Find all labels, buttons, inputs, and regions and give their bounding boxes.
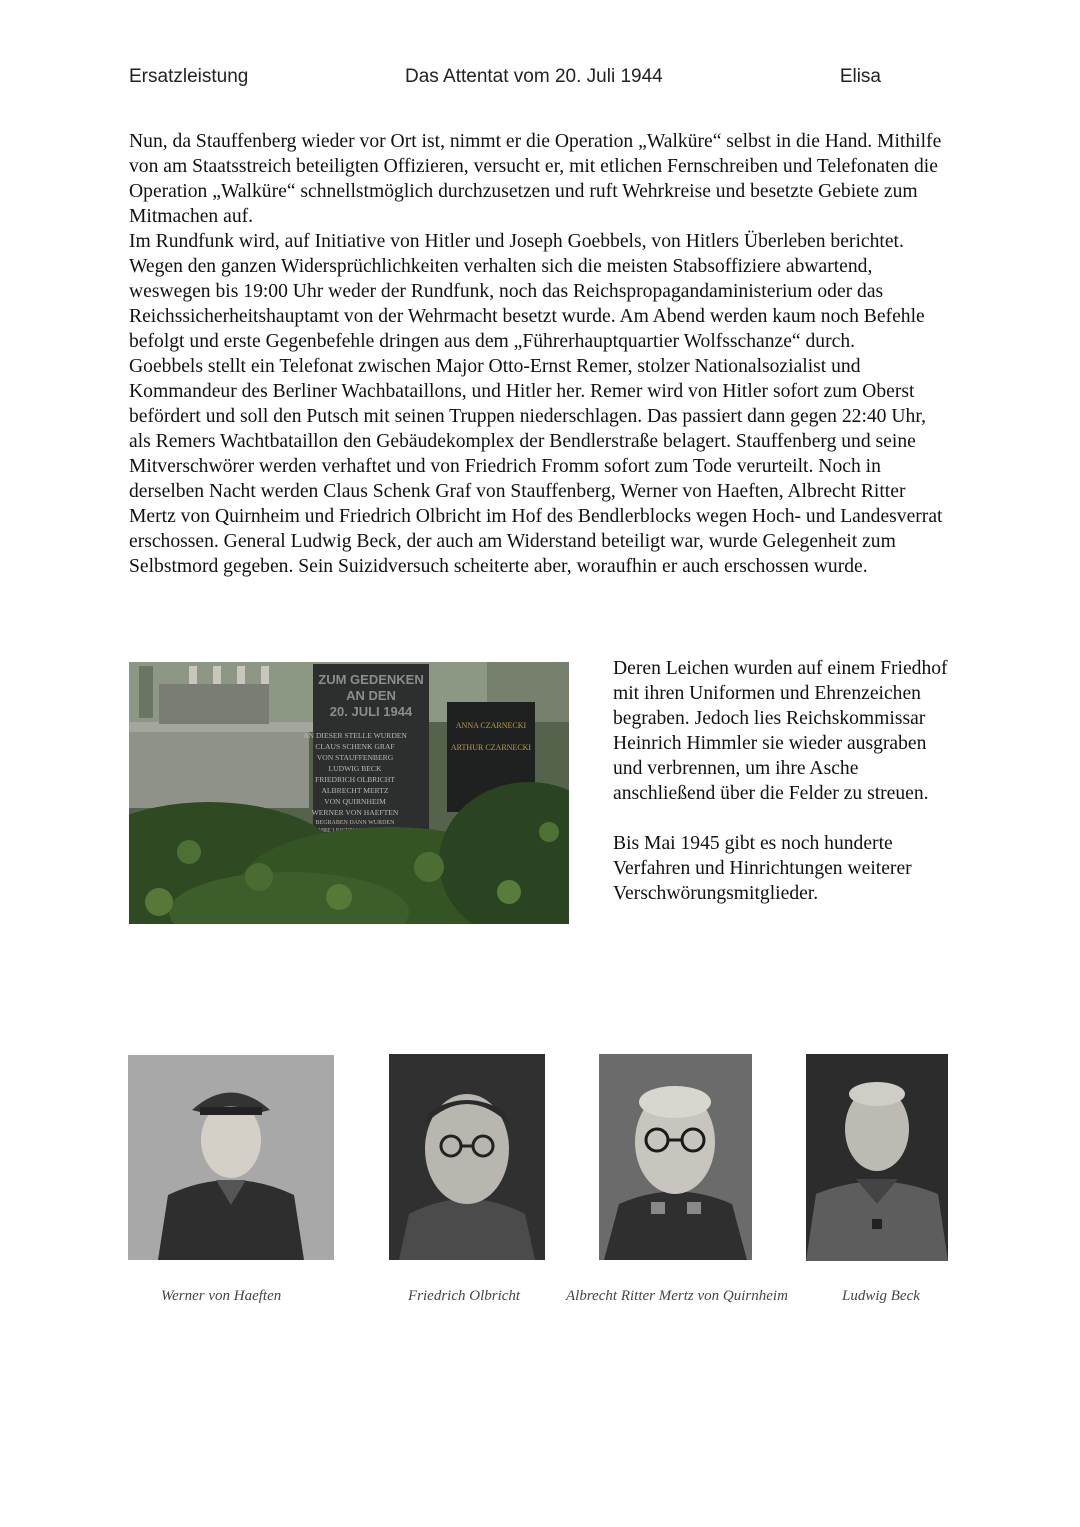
portrait-friedrich-olbricht (389, 1054, 545, 1260)
stone-name: ANNA CZARNECKI (455, 721, 527, 730)
stone-inscription-line: ALBRECHT MERTZ (321, 786, 389, 795)
side-paragraph: Bis Mai 1945 gibt es noch hunderte Verfahren und Hinrichtungen weiterer Verschwörungsmitglieder. (613, 833, 912, 904)
header-left: Ersatzleistung (129, 66, 249, 87)
header-title: Das Attentat vom 20. Juli 1944 (405, 66, 663, 87)
stone-inscription-line: VON QUIRNHEIM (324, 797, 386, 806)
portrait-image (389, 1054, 545, 1260)
stone-inscription-line: CLAUS SCHENK GRAF (315, 742, 395, 751)
caption-friedrich-olbricht: Friedrich Olbricht (408, 1288, 521, 1304)
portrait-image (599, 1054, 752, 1260)
side-paragraph: Deren Leichen wurden auf einem Friedhof mit ihren Uniformen und Ehrenzeichen begraben. Jedoch lies Reichskommissar Heinrich Himmler sie wieder ausgraben und verbrennen, um ihre Asche anschließend über die Felder zu streuen. (613, 658, 948, 804)
side-text (613, 656, 958, 931)
stone-inscription-line: VON STAUFFENBERG (316, 753, 394, 762)
stone-title-line: AN DEN (346, 688, 396, 703)
grave-photo-image (129, 662, 569, 924)
stone-inscription-line: WERNER VON HAEFTEN (311, 808, 399, 817)
page-header (129, 66, 949, 92)
paragraph: Im Rundfunk wird, auf Initiative von Hitler und Joseph Goebbels, von Hitlers Überleben berichtet. Wegen den ganzen Widersprüchlichkeiten verhalten sich die meisten Stabsoffiziere abwartend, weswegen bis 19:00 Uhr weder der Rundfunk, noch das Reichspropagandaministerium oder das Reichssicherheitshauptamt von der Wehrmacht besetzt wurde. Am Abend werden kaum noch Befehle befolgt und erste Gegenbefehle dringen aus dem „Führerhauptquartier Wolfsschanze“ durch. (129, 231, 925, 352)
paragraph: Goebbels stellt ein Telefonat zwischen Major Otto-Ernst Remer, stolzer Nationalsozialist und Kommandeur des Berliner Wachbataillons, und Hitler her. Remer wird von Hitler sofort zum Oberst befördert und soll den Putsch mit seinen Truppen niederschlagen. Das passiert dann gegen 22:40 Uhr, als Remers Wachtbataillon den Gebäudekomplex der Bendlerstraße belagert. Stauffenberg und seine Mitverschwörer werden verhaftet und von Friedrich Fromm sofort zum Tode verurteilt. Noch in derselben Nacht werden Claus Schenk Graf von Stauffenberg, Werner von Haeften, Albrecht Ritter Mertz von Quirnheim und Friedrich Olbricht im Hof des Bendlerblocks wegen Hoch- und Landesverrat erschossen. General Ludwig Beck, der auch am Widerstand beteiligt war, wurde Gelegenheit zum Selbstmord gegeben. Sein Suizidversuch scheiterte aber, woraufhin er auch erschossen wurde. (129, 356, 943, 577)
stone-name: ARTHUR CZARNECKI (450, 743, 532, 752)
caption-werner-von-haeften: Werner von Haeften (161, 1288, 282, 1304)
portrait-albrecht-mertz-von-quirnheim (599, 1054, 752, 1260)
portrait-image (806, 1054, 948, 1261)
stone-inscription-line: BEGRABEN DANN WURDEN (315, 820, 395, 826)
portrait-image (128, 1055, 334, 1260)
caption-albrecht-mertz-von-quirnheim: Albrecht Ritter Mertz von Quirnheim (566, 1288, 788, 1304)
portrait-werner-von-haeften (128, 1055, 334, 1260)
main-text (129, 129, 951, 579)
header-author: Elisa (839, 66, 881, 87)
stone-inscription-line: LUDWIG BECK (328, 764, 382, 773)
portrait-ludwig-beck (806, 1054, 948, 1261)
stone-inscription-line: FRIEDRICH OLBRICHT (315, 775, 395, 784)
caption-ludwig-beck: Ludwig Beck (842, 1288, 920, 1304)
grave-photo (129, 662, 569, 924)
stone-inscription-line: AN DIESER STELLE WURDEN (303, 731, 407, 740)
stone-title-line: ZUM GEDENKEN (318, 672, 424, 687)
paragraph: Nun, da Stauffenberg wieder vor Ort ist, nimmt er die Operation „Walküre“ selbst in die Hand. Mithilfe von am Staatsstreich beteiligten Offizieren, versucht er, mit etlichen Fernschreiben und Telefonaten die Operation „Walküre“ schnellstmöglich durchzusetzen und ruft Wehrkreise und besetzte Gebiete zum Mitmachen auf. (129, 131, 942, 227)
stone-title-line: 20. JULI 1944 (329, 704, 413, 719)
